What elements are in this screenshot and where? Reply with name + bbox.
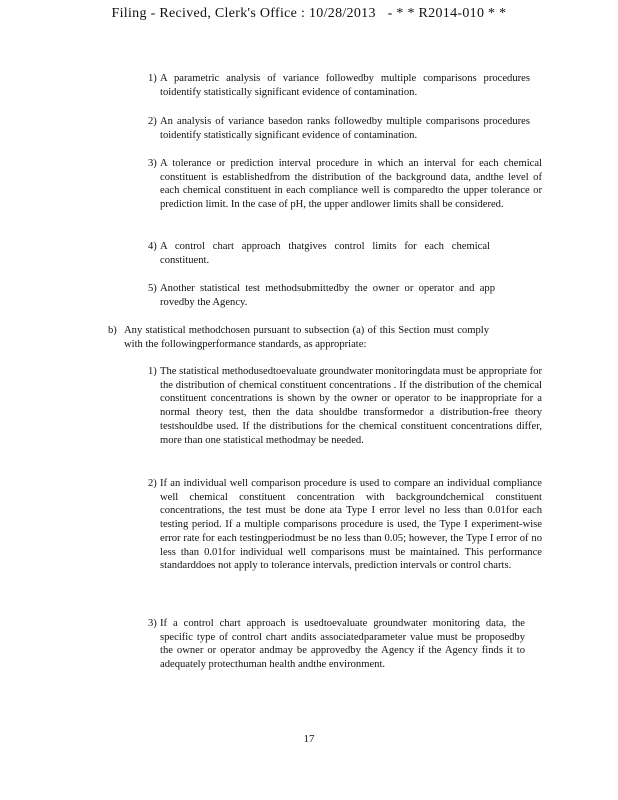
item-text: A control chart approach thatgives control limits for each chemical constituent. bbox=[160, 241, 490, 266]
item-label: 1) bbox=[148, 366, 157, 377]
item-label: 5) bbox=[148, 283, 157, 294]
item-text: An analysis of variance basedon ranks followedby multiple comparisons procedures toidentify statistically significant evidence of contamination. bbox=[160, 116, 530, 141]
item-text: Another statistical test methodsubmittedby the owner or operator and app rovedby the Agency. bbox=[160, 283, 495, 308]
item-label: 4) bbox=[148, 241, 157, 252]
item-text: A tolerance or prediction interval procedure in which an interval for each chemical constituent is establishedfrom the distribution of the background data, andthe level of each chemical constituent in each compliance well is comparedto the upper tolerance or prediction limit. In the case of pH, the upper andlower limits shall be considered. bbox=[160, 158, 542, 211]
section-label: b) bbox=[108, 325, 117, 336]
item-label: 2) bbox=[148, 478, 157, 489]
filing-stamp-text: Filing - Recived, Clerk's Office : 10/28/2013 bbox=[111, 6, 376, 21]
section-text: Any statistical methodchosen pursuant to subsection (a) of this Section must comply with the followingperformance standards, as appropriate: bbox=[124, 325, 489, 350]
page-number: 17 bbox=[303, 733, 315, 745]
item-label: 3) bbox=[148, 618, 157, 629]
item-text: If a control chart approach is usedtoevaluate groundwater monitoring data, the specific type of control chart andits associatedparameter value must be proposedby the owner or operator andmay be approvedby the Agency if the Agency finds it to adequately protecthuman health andthe environment. bbox=[160, 618, 525, 671]
item-label: 3) bbox=[148, 158, 157, 169]
item-text: The statistical methodusedtoevaluate groundwater monitoringdata must be appropriate for the distribution of chemical constituent concentrations . If the distribution of the chemical constituent concentrations is shown by the owner or operator to be inappropriate for a normal theory test, then the data shouldbe transformedor a distribution-free theory testshouldbe used. If the distributions for the chemical constituent concentrations differ, more than one statistical methodmay be needed. bbox=[160, 366, 542, 446]
item-label: 2) bbox=[148, 116, 157, 127]
item-text: If an individual well comparison procedure is used to compare an individual compliance well chemical constituent concentration with backgroundchemical constituent concentrations, the test must be done ata Type I error level no less than 0.01for each testing period. If a multiple comparisons procedure is used, the Type I experiment-wise error rate for each testingperiodmust be no less than 0.05; however, the Type I error of no less than 0.01for individual well comparisons must be maintained. This performance standarddoes not apply to tolerance intervals, prediction intervals or control charts. bbox=[160, 478, 542, 572]
filing-stamp-header bbox=[0, 6, 618, 22]
item-label: 1) bbox=[148, 73, 157, 84]
item-text: A parametric analysis of variance followedby multiple comparisons procedures toidentify statistically significant evidence of contamination. bbox=[160, 73, 530, 98]
docket-number: - * * R2014-010 * * bbox=[387, 6, 507, 21]
